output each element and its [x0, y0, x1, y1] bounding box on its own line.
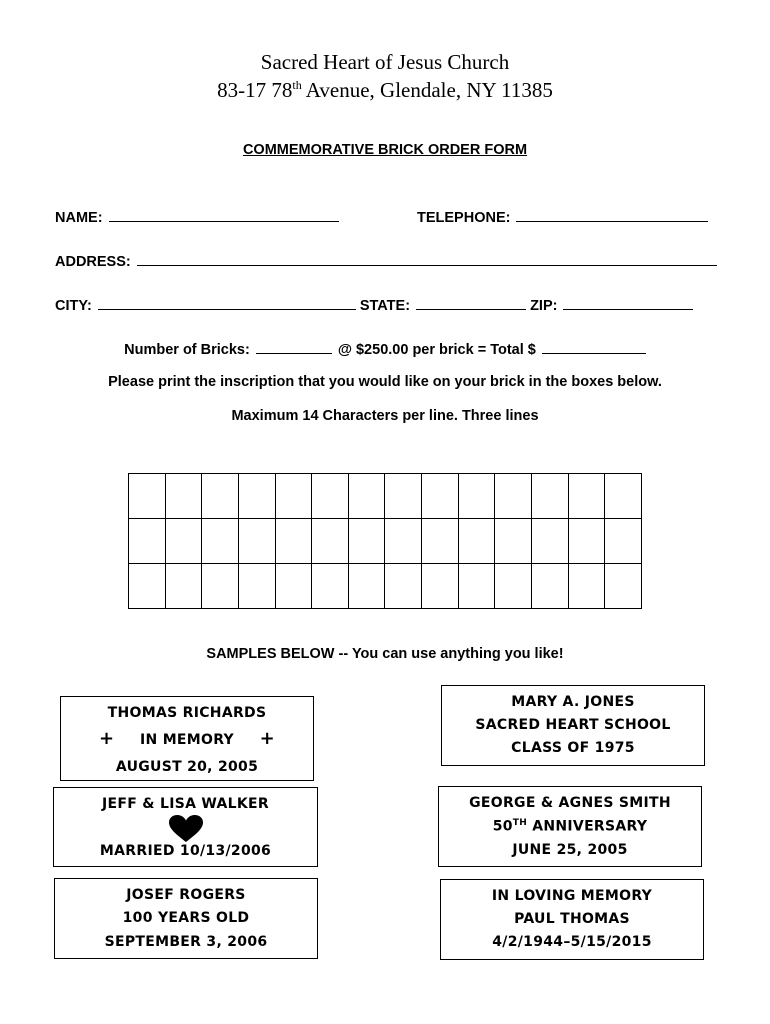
brick-line-1: IN LOVING MEMORY	[491, 888, 653, 904]
address-ordinal: th	[292, 78, 302, 92]
brick-line-1: JOSEF ROGERS	[126, 887, 246, 903]
inscription-cell[interactable]	[312, 474, 349, 519]
grid-row	[129, 474, 642, 519]
inscription-cell[interactable]	[532, 474, 569, 519]
anniversary-ordinal: TH	[512, 818, 528, 828]
inscription-cell[interactable]	[202, 564, 239, 609]
inscription-cell[interactable]	[385, 564, 422, 609]
brick-line-2: 100 YEARS OLD	[122, 910, 250, 926]
name-label: NAME:	[55, 210, 103, 226]
inscription-cell[interactable]	[605, 564, 642, 609]
name-blank-line[interactable]	[109, 209, 339, 222]
total-blank[interactable]	[542, 341, 646, 354]
brick-line-2	[61, 728, 313, 749]
inscription-cell[interactable]	[605, 474, 642, 519]
name-field[interactable]	[55, 209, 339, 226]
brick-line-2: PAUL THOMAS	[514, 911, 630, 927]
in-memory-text: IN MEMORY	[140, 732, 234, 748]
address-field[interactable]	[55, 253, 717, 270]
inscription-cell[interactable]	[275, 519, 312, 564]
inscription-cell[interactable]	[532, 519, 569, 564]
city-label: CITY:	[55, 298, 92, 314]
bricks-order-line	[0, 341, 770, 358]
bricks-count-blank[interactable]	[256, 341, 332, 354]
sample-brick-george	[438, 786, 702, 867]
city-state-zip-row	[55, 297, 693, 314]
brick-line-1: MARY A. JONES	[511, 694, 635, 710]
brick-line-2: SACRED HEART SCHOOL	[475, 717, 671, 733]
price-text: @ $250.00 per brick = Total $	[337, 342, 536, 358]
inscription-cell[interactable]	[129, 519, 166, 564]
inscription-grid	[128, 473, 642, 609]
inscription-cell[interactable]	[532, 564, 569, 609]
church-name: Sacred Heart of Jesus Church	[260, 50, 510, 74]
state-blank-line[interactable]	[416, 297, 526, 310]
inscription-cell[interactable]	[458, 519, 495, 564]
brick-line-3: 4/2/1944–5/15/2015	[492, 934, 652, 950]
sample-brick-jeff	[53, 787, 318, 867]
inscription-cell[interactable]	[312, 564, 349, 609]
inscription-cell[interactable]	[422, 564, 459, 609]
inscription-cell[interactable]	[385, 519, 422, 564]
form-title: COMMEMORATIVE BRICK ORDER FORM	[242, 142, 528, 158]
samples-title: SAMPLES BELOW -- You can use anything you like!	[206, 646, 564, 662]
inscription-cell[interactable]	[275, 474, 312, 519]
inscription-cell[interactable]	[385, 474, 422, 519]
brick-line-3: AUGUST 20, 2005	[115, 759, 259, 775]
address-rest: Avenue, Glendale, NY 11385	[301, 78, 553, 102]
inscription-cell[interactable]	[605, 519, 642, 564]
inscription-cell[interactable]	[458, 474, 495, 519]
address-street-number: 83-17 78	[217, 78, 293, 102]
inscription-cell[interactable]	[202, 474, 239, 519]
inscription-cell[interactable]	[129, 564, 166, 609]
inscription-cell[interactable]	[238, 474, 275, 519]
brick-line-3: SEPTEMBER 3, 2006	[104, 934, 268, 950]
sample-brick-mary	[441, 685, 705, 766]
inscription-cell[interactable]	[275, 564, 312, 609]
inscription-cell[interactable]	[165, 564, 202, 609]
instructions-text: Please print the inscription that you would like on your brick in the boxes below.	[108, 374, 662, 390]
inscription-cell[interactable]	[202, 519, 239, 564]
brick-line-3: JUNE 25, 2005	[512, 842, 628, 858]
inscription-cell[interactable]	[422, 474, 459, 519]
brick-line-3: CLASS OF 1975	[511, 740, 635, 756]
brick-line-1: THOMAS RICHARDS	[107, 705, 267, 721]
inscription-cell[interactable]	[495, 519, 532, 564]
sample-brick-thomas	[60, 696, 314, 781]
address-blank-line[interactable]	[137, 253, 717, 266]
max-characters-text: Maximum 14 Characters per line. Three lines	[231, 408, 539, 424]
anniversary-number: 50	[492, 818, 513, 835]
grid-row	[129, 519, 642, 564]
brick-line-1: GEORGE & AGNES SMITH	[469, 795, 671, 811]
cross-icon: +	[259, 728, 275, 749]
cross-icon: +	[99, 728, 115, 749]
brick-line-1: JEFF & LISA WALKER	[102, 796, 269, 812]
inscription-cell[interactable]	[238, 564, 275, 609]
inscription-cell[interactable]	[165, 474, 202, 519]
inscription-cell[interactable]	[458, 564, 495, 609]
telephone-field[interactable]	[417, 209, 708, 226]
sample-brick-josef	[54, 878, 318, 959]
heart-icon	[169, 815, 203, 843]
anniversary-text: ANNIVERSARY	[527, 818, 648, 835]
brick-line-3: MARRIED 10/13/2006	[99, 843, 272, 859]
grid-row	[129, 564, 642, 609]
inscription-cell[interactable]	[129, 474, 166, 519]
inscription-cell[interactable]	[422, 519, 459, 564]
inscription-cell[interactable]	[348, 474, 385, 519]
inscription-cell[interactable]	[165, 519, 202, 564]
sample-brick-paul	[440, 879, 704, 960]
bricks-label: Number of Bricks:	[124, 342, 250, 358]
city-blank-line[interactable]	[98, 297, 356, 310]
inscription-cell[interactable]	[238, 519, 275, 564]
telephone-label: TELEPHONE:	[417, 210, 511, 226]
address-label: ADDRESS:	[55, 254, 131, 270]
telephone-blank-line[interactable]	[516, 209, 708, 222]
church-address	[0, 78, 770, 103]
inscription-cell[interactable]	[568, 474, 605, 519]
inscription-cell[interactable]	[495, 564, 532, 609]
zip-blank-line[interactable]	[563, 297, 693, 310]
brick-line-2	[439, 818, 701, 835]
inscription-cell[interactable]	[568, 564, 605, 609]
inscription-cell[interactable]	[568, 519, 605, 564]
inscription-cell[interactable]	[348, 564, 385, 609]
state-label: STATE:	[359, 298, 411, 314]
inscription-cell[interactable]	[348, 519, 385, 564]
inscription-cell[interactable]	[495, 474, 532, 519]
zip-label: ZIP:	[530, 298, 558, 314]
inscription-cell[interactable]	[312, 519, 349, 564]
